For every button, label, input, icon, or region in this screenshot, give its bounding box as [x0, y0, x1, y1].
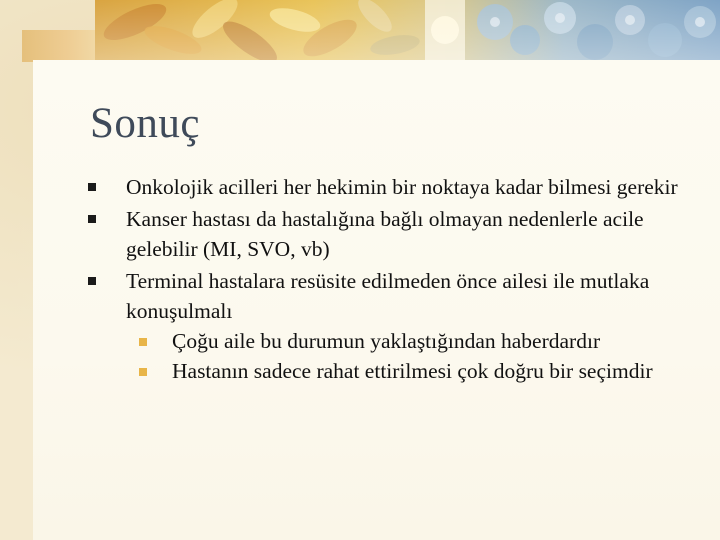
sub-bullet-text: Hastanın sadece rahat ettirilmesi çok doğru bir seçimdir	[172, 359, 653, 383]
bullet-text: Kanser hastası da hastalığına bağlı olmayan nedenlerle acile gelebilir (MI, SVO, vb)	[126, 207, 644, 261]
square-bullet-icon	[88, 215, 96, 223]
bullet-item	[88, 172, 688, 202]
bullet-list	[88, 172, 688, 388]
sub-bullet-item	[126, 356, 688, 386]
square-bullet-icon	[139, 368, 147, 376]
sub-bullet-list	[126, 326, 688, 386]
square-bullet-icon	[88, 277, 96, 285]
sub-bullet-item	[126, 326, 688, 356]
decorative-strip	[22, 30, 97, 62]
square-bullet-icon	[139, 338, 147, 346]
bullet-text: Terminal hastalara resüsite edilmeden önce ailesi ile mutlaka konuşulmalı	[126, 269, 650, 323]
floral-banner-image	[95, 0, 720, 60]
slide-title: Sonuç	[90, 100, 200, 147]
bullet-item	[88, 266, 688, 386]
sub-bullet-text: Çoğu aile bu durumun yaklaştığından haberdardır	[172, 329, 601, 353]
square-bullet-icon	[88, 183, 96, 191]
bullet-text: Onkolojik acilleri her hekimin bir noktaya kadar bilmesi gerekir	[126, 175, 678, 199]
floral-banner	[95, 0, 720, 60]
bullet-item	[88, 204, 688, 264]
